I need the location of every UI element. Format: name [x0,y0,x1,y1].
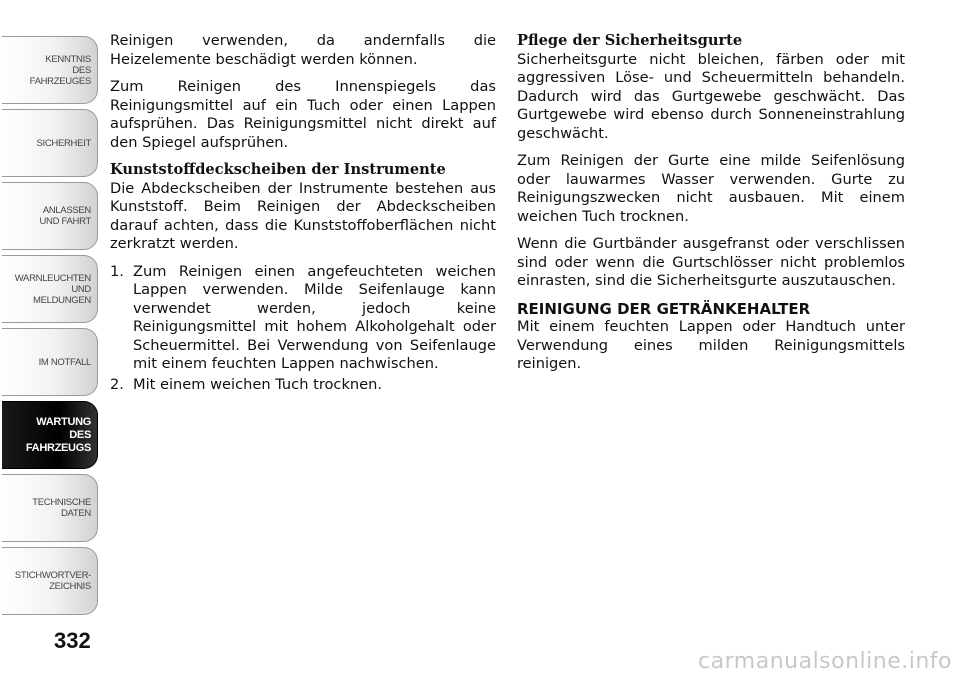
list-item [110,263,496,374]
step-number: 1. [110,262,124,280]
paragraph: Zum Reinigen der Gurte eine milde Seifenlösung oder lauwarmes Wasser verwenden. Gurte zu Reinigungszwecken nicht ausbauen. Mit einem weichen Tuch trocknen. [517,152,905,225]
left-column [110,32,496,400]
tab-anlassen-und-fahrt[interactable] [2,182,98,250]
tab-label: WARNLEUCHTEN UND MELDUNGEN [14,272,91,306]
list-item [110,376,496,395]
paragraph: Zum Reinigen des Innenspiegels das Reinigungsmittel auf ein Tuch oder einen Lappen aufsprühen. Das Reinigungsmittel nicht direkt auf den Spiegel aufsprühen. [110,78,496,151]
tab-label: STICHWORTVER- ZEICHNIS [14,570,91,592]
paragraph: Sicherheitsgurte nicht bleichen, färben oder mit aggressiven Löse- und Scheuermitteln behandeln. Dadurch wird das Gurtgewebe geschwächt. Das Gurtgewebe wird ebenso durch Sonneneinstrahlung geschwächt. [517,50,905,142]
tab-label: WARTUNG DES FAHRZEUGS [25,415,91,454]
chapter-tab-sidebar [0,0,100,678]
paragraph: Die Abdeckscheiben der Instrumente bestehen aus Kunststoff. Beim Reinigen der Abdeckscheiben darauf achten, dass die Kunststoffoberflächen nicht zerkratzt werden. [110,179,496,252]
section-heading: REINIGUNG DER GETRÄNKEHALTER [517,299,811,318]
tab-stichwortverzeichnis[interactable] [2,547,98,615]
step-list [110,263,496,395]
step-text: Zum Reinigen einen angefeuchteten weichen Lappen verwenden. Milde Seifenlauge kann verwendet werden, jedoch keine Reinigungsmittel mit hohem Alkoholgehalt oder Scheuermittel. Bei Verwendung von Seifenlauge mit einem feuchten Lappen nachwischen. [133,262,496,372]
paragraph: Mit einem feuchten Lappen oder Handtuch unter Verwendung eines milden Reinigungsmittels reinigen. [517,318,905,372]
tab-label: IM NOTFALL [38,356,91,368]
step-text: Mit einem weichen Tuch trocknen. [133,375,383,393]
section-heading: Kunststoffdeckscheiben der Instrumente [110,161,446,178]
paragraph: Wenn die Gurtbänder ausgefranst oder verschlissen sind oder wenn die Gurtschlösser nicht problemlos einrasten, sind die Sicherheitsgurte auszutauschen. [517,235,905,289]
page-number: 332 [54,628,91,653]
watermark: carmanualsonline.info [698,649,952,674]
tab-im-notfall[interactable] [2,328,98,396]
tab-sicherheit[interactable] [2,109,98,177]
paragraph: Reinigen verwenden, da andernfalls die Heizelemente beschädigt werden können. [110,32,496,68]
right-column [517,32,905,383]
tab-wartung-des-fahrzeugs[interactable] [2,401,98,469]
tab-warnleuchten-und-meldungen[interactable] [2,255,98,323]
section-heading: Pflege der Sicherheitsgurte [517,32,743,49]
tab-technische-daten[interactable] [2,474,98,542]
tab-kenntnis-des-fahrzeuges[interactable] [2,36,98,104]
tab-label: ANLASSEN UND FAHRT [39,205,91,227]
tab-label: SICHERHEIT [36,137,91,149]
tab-label: KENNTNIS DES FAHRZEUGES [29,53,91,87]
tab-label: TECHNISCHE DATEN [32,497,91,519]
step-number: 2. [110,375,124,393]
